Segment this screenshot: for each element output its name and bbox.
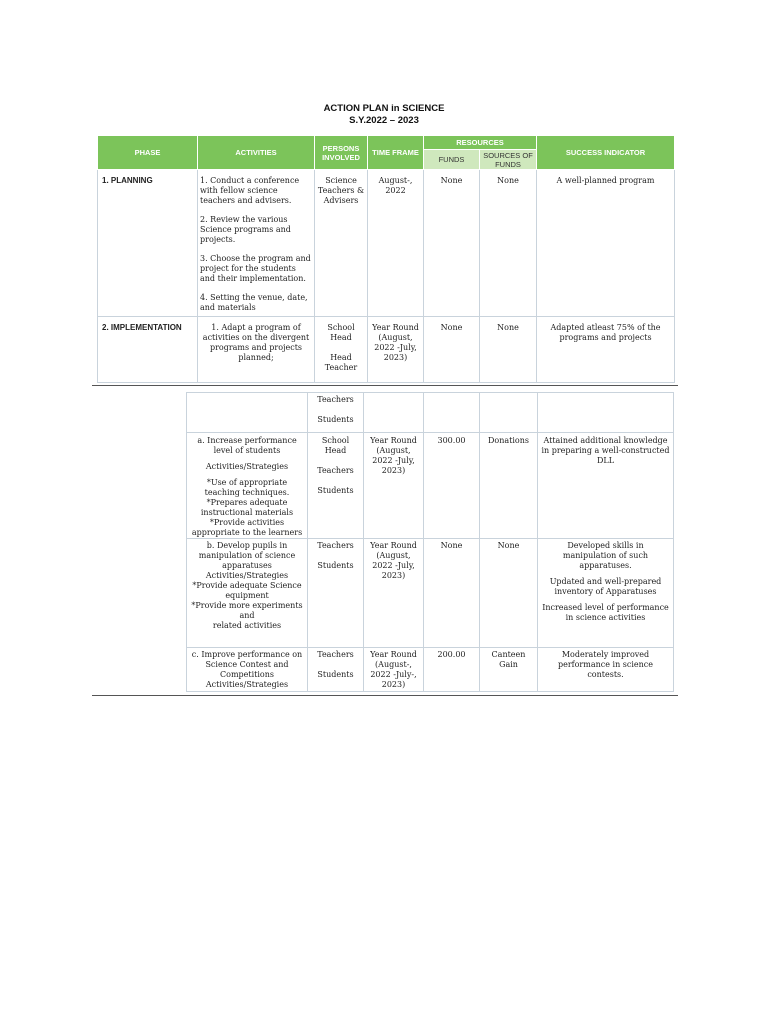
row-c-sources: Canteen Gain [480, 648, 538, 692]
table-row-continued [187, 393, 674, 433]
row-c-success: Moderately improved performance in science contests. [538, 648, 674, 692]
row-b-success-2: Updated and well-prepared inventory of Apparatuses [549, 577, 662, 596]
planning-activities [198, 170, 315, 317]
implementation-success: Adapted atleast 75% of the programs and projects [537, 317, 675, 383]
title-line-2: S.Y.2022 – 2023 [349, 115, 419, 126]
implementation-funds: None [424, 317, 480, 383]
row-a-person-1: School Head [321, 436, 350, 455]
row-c-line-1: c. Improve performance on Science Contest and Competitions [191, 650, 303, 679]
header-success-indicator: SUCCESS INDICATOR [537, 136, 675, 170]
table-row-a [187, 433, 674, 539]
header-sources-of-funds: SOURCES OF FUNDS [480, 150, 537, 170]
document-title [0, 103, 768, 127]
implementation-activity: 1. Adapt a program of activities on the divergent programs and projects planned; [198, 317, 315, 383]
row-a-line-1: a. Increase performance level of students [197, 436, 297, 455]
page-end-line [92, 695, 678, 696]
phase-implementation: 2. IMPLEMENTATION [98, 317, 198, 383]
row-a-person-2: Teachers [317, 466, 354, 475]
phase-planning: 1. PLANNING [98, 170, 198, 317]
table-row-planning [98, 170, 675, 317]
planning-sources: None [480, 170, 537, 317]
continued-persons [308, 393, 364, 433]
header-activities: ACTIVITIES [198, 136, 315, 170]
row-b-time-frame: Year Round (August, 2022 -July, 2023) [364, 539, 424, 648]
continued-person-1: Teachers [317, 395, 354, 404]
action-plan-table-page-1 [97, 135, 675, 383]
row-a-line-3: *Use of appropriate teaching techniques. [204, 478, 290, 497]
row-b-activity [187, 539, 308, 648]
planning-funds: None [424, 170, 480, 317]
header-phase: PHASE [98, 136, 198, 170]
planning-time-frame: August-, 2022 [368, 170, 424, 317]
row-b-person-1: Teachers [317, 541, 354, 550]
row-b-success-1: Developed skills in manipulation of such apparatuses. [562, 541, 649, 570]
title-line-1: ACTION PLAN in SCIENCE [323, 103, 445, 114]
row-b-persons [308, 539, 364, 648]
implementation-person-2: Head Teacher [324, 353, 358, 372]
row-c-funds: 200.00 [424, 648, 480, 692]
planning-activity-2: 2. Review the various Science programs and projects. [200, 215, 291, 244]
row-b-person-2: Students [317, 561, 354, 570]
row-a-success: Attained additional knowledge in preparing a well-constructed DLL [538, 433, 674, 539]
row-a-funds: 300.00 [424, 433, 480, 539]
row-c-line-2: Activities/Strategies [205, 680, 289, 689]
implementation-person-1: School Head [327, 323, 355, 342]
row-a-line-2: Activities/Strategies [205, 462, 289, 471]
row-a-time-frame: Year Round (August, 2022 -July, 2023) [364, 433, 424, 539]
row-b-line-4: *Provide more experiments and [191, 601, 303, 620]
row-b-success-3: Increased level of performance in science activities [542, 603, 669, 622]
row-b-line-2: Activities/Strategies [205, 571, 289, 580]
header-persons-involved: PERSONS INVOLVED [315, 136, 368, 170]
row-a-activity [187, 433, 308, 539]
table-row-implementation [98, 317, 675, 383]
row-b-sources: None [480, 539, 538, 648]
action-plan-table-page-2 [186, 392, 674, 692]
row-b-line-3: *Provide adequate Science equipment [192, 581, 302, 600]
row-c-person-2: Students [317, 670, 354, 679]
header-funds: FUNDS [424, 150, 480, 170]
row-b-line-1: b. Develop pupils in manipulation of science apparatuses [198, 541, 296, 570]
continued-person-2: Students [317, 415, 354, 424]
implementation-time-frame: Year Round (August, 2022 -July, 2023) [368, 317, 424, 383]
row-a-line-5: *Provide activities appropriate to the learners [191, 518, 303, 537]
planning-activity-4: 4. Setting the venue, date, and materials [200, 293, 308, 312]
planning-persons: Science Teachers & Advisers [315, 170, 368, 317]
row-c-persons [308, 648, 364, 692]
planning-activity-1: 1. Conduct a conference with fellow science teachers and advisers. [200, 176, 300, 205]
planning-success: A well-planned program [537, 170, 675, 317]
header-time-frame: TIME FRAME [368, 136, 424, 170]
header-resources: RESOURCES [424, 136, 537, 150]
table-row-b [187, 539, 674, 648]
planning-activity-3: 3. Choose the program and project for the students and their implementation. [200, 254, 311, 283]
implementation-sources: None [480, 317, 537, 383]
page-break-line [92, 385, 678, 386]
row-c-person-1: Teachers [317, 650, 354, 659]
row-c-activity [187, 648, 308, 692]
row-b-line-5: related activities [212, 621, 282, 630]
row-b-success [538, 539, 674, 648]
row-a-person-3: Students [317, 486, 354, 495]
row-a-line-4: *Prepares adequate instructional materials [200, 498, 294, 517]
table-row-c [187, 648, 674, 692]
row-a-sources: Donations [480, 433, 538, 539]
implementation-persons [315, 317, 368, 383]
row-c-time-frame: Year Round (August-, 2022 -July-, 2023) [364, 648, 424, 692]
row-b-funds: None [424, 539, 480, 648]
row-a-persons [308, 433, 364, 539]
